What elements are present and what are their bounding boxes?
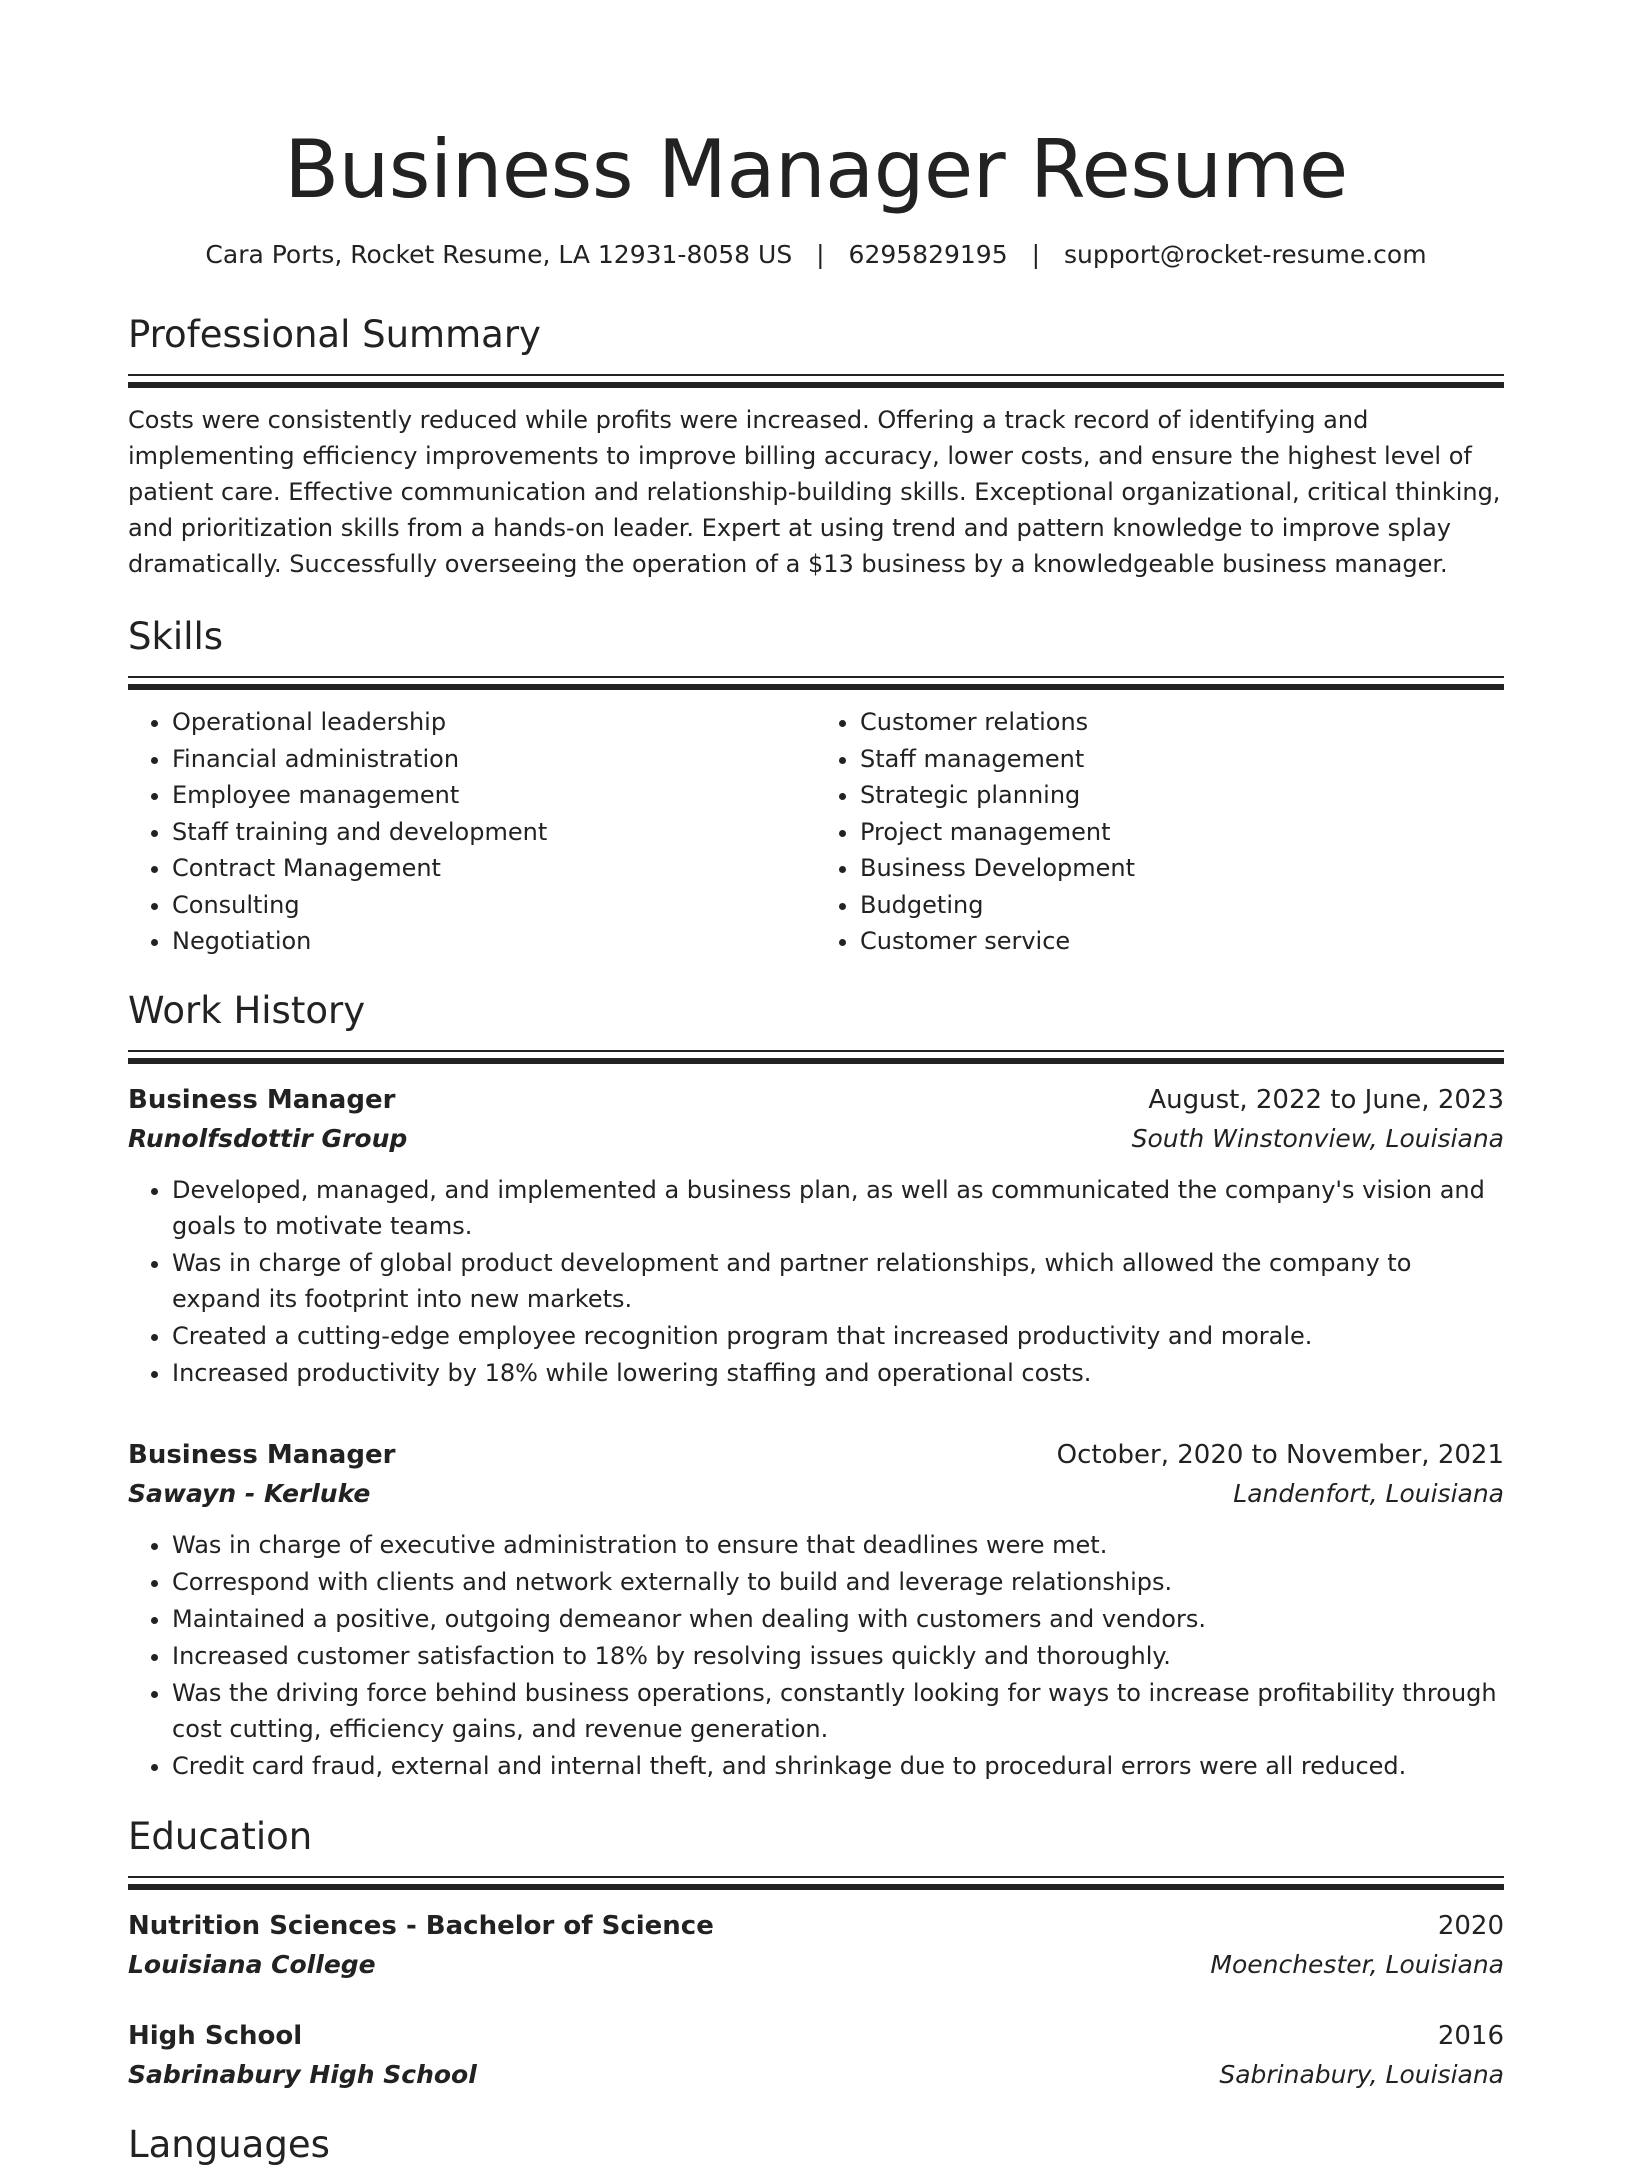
education-entry xyxy=(128,1906,1504,1984)
job-bullet: • Was in charge of global product development and partner relationships, which allowed the company to expand its footprint into new markets. xyxy=(172,1245,1504,1317)
job-entry xyxy=(128,1435,1504,1784)
skill-item: • Customer service xyxy=(860,923,1504,960)
skills-section xyxy=(128,614,1504,960)
job-entry xyxy=(128,1080,1504,1391)
education-school-row xyxy=(128,1946,1504,1984)
education-header: Education xyxy=(128,1814,313,1858)
job-bullet: • Developed, managed, and implemented a business plan, as well as communicated the company's vision and goals to motivate teams. xyxy=(172,1172,1504,1244)
education-location: Sabrinabury, Louisiana xyxy=(1219,2059,1504,2089)
skill-item: • Consulting xyxy=(172,887,816,924)
education-entry xyxy=(128,2016,1504,2094)
job-location: South Winstonview, Louisiana xyxy=(1131,1123,1504,1153)
job-bullet: • Correspond with clients and network externally to build and leverage relationships. xyxy=(172,1564,1504,1600)
skill-item: • Business Development xyxy=(860,850,1504,887)
education-location: Moenchester, Louisiana xyxy=(1210,1949,1504,1979)
job-location: Landenfort, Louisiana xyxy=(1233,1478,1504,1508)
job-bullet: • Was the driving force behind business operations, constantly looking for ways to increase profitability through cost cutting, efficiency gains, and revenue generation. xyxy=(172,1675,1504,1747)
job-company: Runolfsdottir Group xyxy=(128,1123,408,1153)
summary-header: Professional Summary xyxy=(128,313,541,356)
resume-content xyxy=(128,120,1504,2168)
skill-item: • Operational leadership xyxy=(172,704,816,741)
job-bullets xyxy=(128,1527,1504,1784)
education-section xyxy=(128,1814,1504,2094)
education-degree: High School xyxy=(128,2020,303,2051)
work-section xyxy=(128,988,1504,1784)
education-degree: Nutrition Sciences - Bachelor of Science xyxy=(128,1910,714,1941)
skills-column-right xyxy=(816,704,1504,960)
work-header: Work History xyxy=(128,988,366,1032)
skill-item: • Staff training and development xyxy=(172,814,816,851)
job-bullet: • Maintained a positive, outgoing demeanor when dealing with customers and vendors. xyxy=(172,1601,1504,1637)
skills-header: Skills xyxy=(128,615,224,658)
job-bullet: • Was in charge of executive administration to ensure that deadlines were met. xyxy=(172,1527,1504,1563)
job-bullet: • Created a cutting-edge employee recognition program that increased productivity and morale. xyxy=(172,1318,1504,1354)
education-year: 2020 xyxy=(1437,1910,1504,1941)
education-school: Sabrinabury High School xyxy=(128,2059,477,2089)
skill-item: • Staff management xyxy=(860,741,1504,778)
skills-column-left xyxy=(128,704,816,960)
job-bullet: • Increased customer satisfaction to 18% by resolving issues quickly and thoroughly. xyxy=(172,1638,1504,1674)
section-rule-thick xyxy=(128,1884,1504,1890)
skill-item: • Project management xyxy=(860,814,1504,851)
education-school: Louisiana College xyxy=(128,1949,376,1979)
languages-section xyxy=(128,2122,1504,2168)
skills-grid xyxy=(128,704,1504,960)
skill-item: • Customer relations xyxy=(860,704,1504,741)
skill-item: • Budgeting xyxy=(860,887,1504,924)
skill-item: • Negotiation xyxy=(172,923,816,960)
section-rule-thick xyxy=(128,684,1504,690)
languages-header: Languages xyxy=(128,2122,330,2166)
resume-title: Business Manager Resume xyxy=(284,123,1348,216)
job-title: Business Manager xyxy=(128,1439,396,1470)
job-dates: August, 2022 to June, 2023 xyxy=(1148,1084,1504,1115)
job-bullet: • Credit card fraud, external and internal theft, and shrinkage due to procedural errors were all reduced. xyxy=(172,1748,1504,1784)
job-bullet: • Increased productivity by 18% while lowering staffing and operational costs. xyxy=(172,1355,1504,1391)
job-header-row xyxy=(128,1080,1504,1120)
education-header-row xyxy=(128,2016,1504,2056)
section-rule xyxy=(128,374,1504,376)
section-rule-thick xyxy=(128,1058,1504,1064)
job-org-row xyxy=(128,1475,1504,1513)
section-rule-thick xyxy=(128,382,1504,388)
education-header-row xyxy=(128,1906,1504,1946)
contact-address: Cara Ports, Rocket Resume, LA 12931-8058 US xyxy=(205,240,793,269)
contact-phone: 6295829195 xyxy=(848,240,1008,269)
contact-email: support@rocket-resume.com xyxy=(1063,240,1427,269)
skill-item: • Strategic planning xyxy=(860,777,1504,814)
contact-separator: | xyxy=(1031,240,1040,269)
job-bullets xyxy=(128,1172,1504,1391)
job-dates: October, 2020 to November, 2021 xyxy=(1056,1439,1504,1470)
education-year: 2016 xyxy=(1437,2020,1504,2051)
job-title: Business Manager xyxy=(128,1084,396,1115)
education-school-row xyxy=(128,2056,1504,2094)
job-org-row xyxy=(128,1120,1504,1158)
skill-item: • Contract Management xyxy=(172,850,816,887)
job-company: Sawayn - Kerluke xyxy=(128,1478,371,1508)
summary-text: Costs were consistently reduced while profits were increased. Offering a track record of identifying and implementing efficiency improvements to improve billing accuracy, lower costs, and ensure the highest level of patient care. Effective communication and relationship-building skills. Exceptional organizational, critical thinking, and prioritization skills from a hands-on leader. Expert at using trend and pattern knowledge to improve splay dramatically. Successfully overseeing the operation of a $13 business by a knowledgeable business manager. xyxy=(128,406,1501,578)
skill-item: • Financial administration xyxy=(172,741,816,778)
contact-line xyxy=(128,238,1504,272)
section-rule xyxy=(128,676,1504,678)
section-rule xyxy=(128,1050,1504,1052)
section-rule xyxy=(128,1876,1504,1878)
job-header-row xyxy=(128,1435,1504,1475)
skill-item: • Employee management xyxy=(172,777,816,814)
summary-section xyxy=(128,312,1504,582)
contact-separator: | xyxy=(816,240,825,269)
